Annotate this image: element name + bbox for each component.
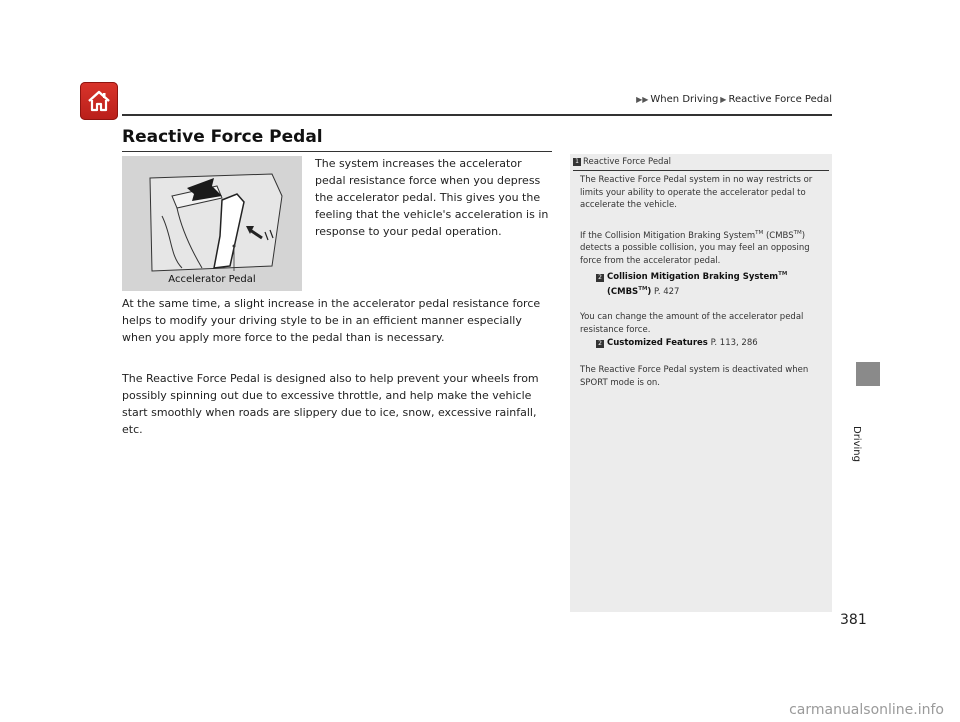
cross-reference-cmbs[interactable]: 2 Collision Mitigation Braking System™ (CMBS™) P. 427 [596, 268, 826, 299]
accelerator-pedal-illustration [122, 156, 302, 291]
watermark: carmanualsonline.info [789, 702, 944, 718]
sidebar-heading [573, 157, 671, 167]
breadcrumb-arrow-icon: ▶▶ [636, 95, 649, 104]
sidebar-note: The Reactive Force Pedal system is deactivated when SPORT mode is on. [580, 365, 809, 388]
intro-paragraph: The system increases the accelerator pedal resistance force when you depress the accelerator pedal. This gives you the feeling that the vehicle's acceleration is in response to your pedal operation. [315, 157, 549, 238]
cross-reference-customized-features[interactable]: 2 Customized Features P. 113, 286 [596, 337, 826, 350]
sidebar-note: You can change the amount of the accelerator pedal resistance force. [580, 312, 804, 335]
page-number: 381 [840, 612, 867, 628]
sidebar-heading-text: Reactive Force Pedal [583, 157, 672, 167]
reference-arrow-icon: 2 [596, 274, 604, 282]
body-paragraph: At the same time, a slight increase in the accelerator pedal resistance force helps to modify your driving style to be in an efficient manner especially when you apply more force to the pedal than is necessary. [122, 297, 541, 344]
home-button[interactable] [80, 82, 118, 120]
sidebar-note: The Reactive Force Pedal system in no way restricts or limits your ability to operate the accelerator pedal to accelerate the vehicle. [580, 175, 813, 211]
chapter-tab-label: Driving [851, 426, 862, 462]
illustration-caption: Accelerator Pedal [168, 274, 256, 285]
home-icon [86, 88, 112, 114]
breadcrumb-arrow-icon: ▶ [720, 95, 727, 104]
sidebar-notes [570, 154, 832, 612]
pedal-drawing [122, 156, 302, 291]
body-paragraph: The Reactive Force Pedal is designed also to help prevent your wheels from possibly spinning out due to excessive throttle, and help make the vehicle start smoothly when roads are slippery due to ice, snow, excessive rainfall, etc. [122, 372, 539, 436]
breadcrumb-item-current: Reactive Force Pedal [728, 94, 832, 105]
header-divider [122, 114, 832, 116]
breadcrumb-item[interactable]: When Driving [650, 94, 719, 105]
breadcrumb [634, 94, 832, 105]
sidebar-divider [573, 170, 829, 171]
chapter-tab[interactable] [856, 362, 880, 386]
title-divider [122, 151, 552, 152]
reference-arrow-icon: 2 [596, 340, 604, 348]
page-title: Reactive Force Pedal [122, 127, 323, 147]
note-number-icon: 1 [573, 158, 581, 166]
sidebar-note: If the Collision Mitigation Braking System™ (CMBS™) detects a possible collision, you may feel an opposing force from the accelerator pedal. [580, 230, 810, 267]
